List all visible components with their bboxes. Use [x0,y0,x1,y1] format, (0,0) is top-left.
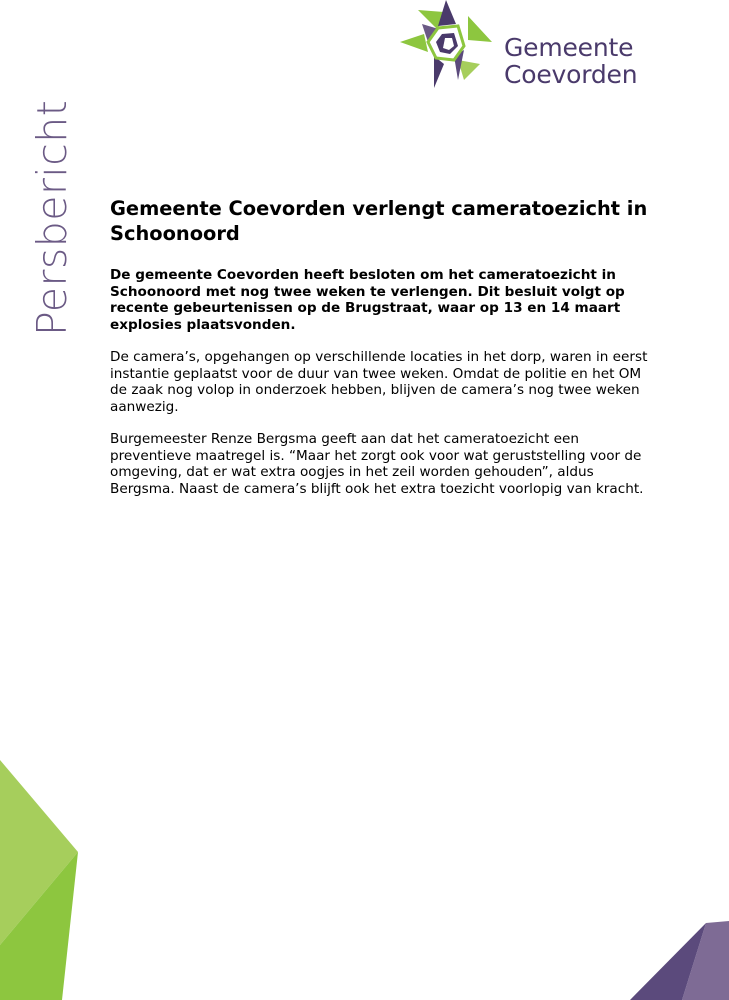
side-label-persbericht: Persbericht [28,99,76,336]
logo-wordmark [504,34,637,88]
gemeente-coevorden-logo [398,0,658,92]
article-paragraph-1: De camera’s, opgehangen op verschillende locaties in het dorp, waren in eerst instantie geplaatst voor de duur van twee weken. Omdat de politie en het OM de zaak nog volop in onderzoek hebben, blijven de camera’s nog twee weken aanwezig. [110,349,648,415]
article [110,196,650,513]
green-corner-decoration [0,760,80,1000]
logo-line-2: Coevorden [504,60,638,89]
article-paragraph-2: Burgemeester Renze Bergsma geeft aan dat het cameratoezicht een preventieve maatregel is. “Maar het zorgt ook voor wat geruststelling voor de omgeving, dat er wat extra oogjes in het zeil worden gehouden”, aldus Bergsma. Naast de camera’s blijft ook het extra toezicht voorlopig van kracht. [110,431,644,497]
article-title: Gemeente Coevorden verlengt cameratoezicht in Schoonoord [110,197,648,245]
logo-line-1: Gemeente [504,33,634,62]
star-logo-icon [398,0,494,92]
article-lead: De gemeente Coevorden heeft besloten om het cameratoezicht in Schoonoord met nog twee weken te verlengen. Dit besluit volgt op recente gebeurtenissen op de Brugstraat, waar op 13 en 14 maart explosies plaatsvonden. [110,267,625,333]
purple-corner-decoration [620,915,729,1000]
